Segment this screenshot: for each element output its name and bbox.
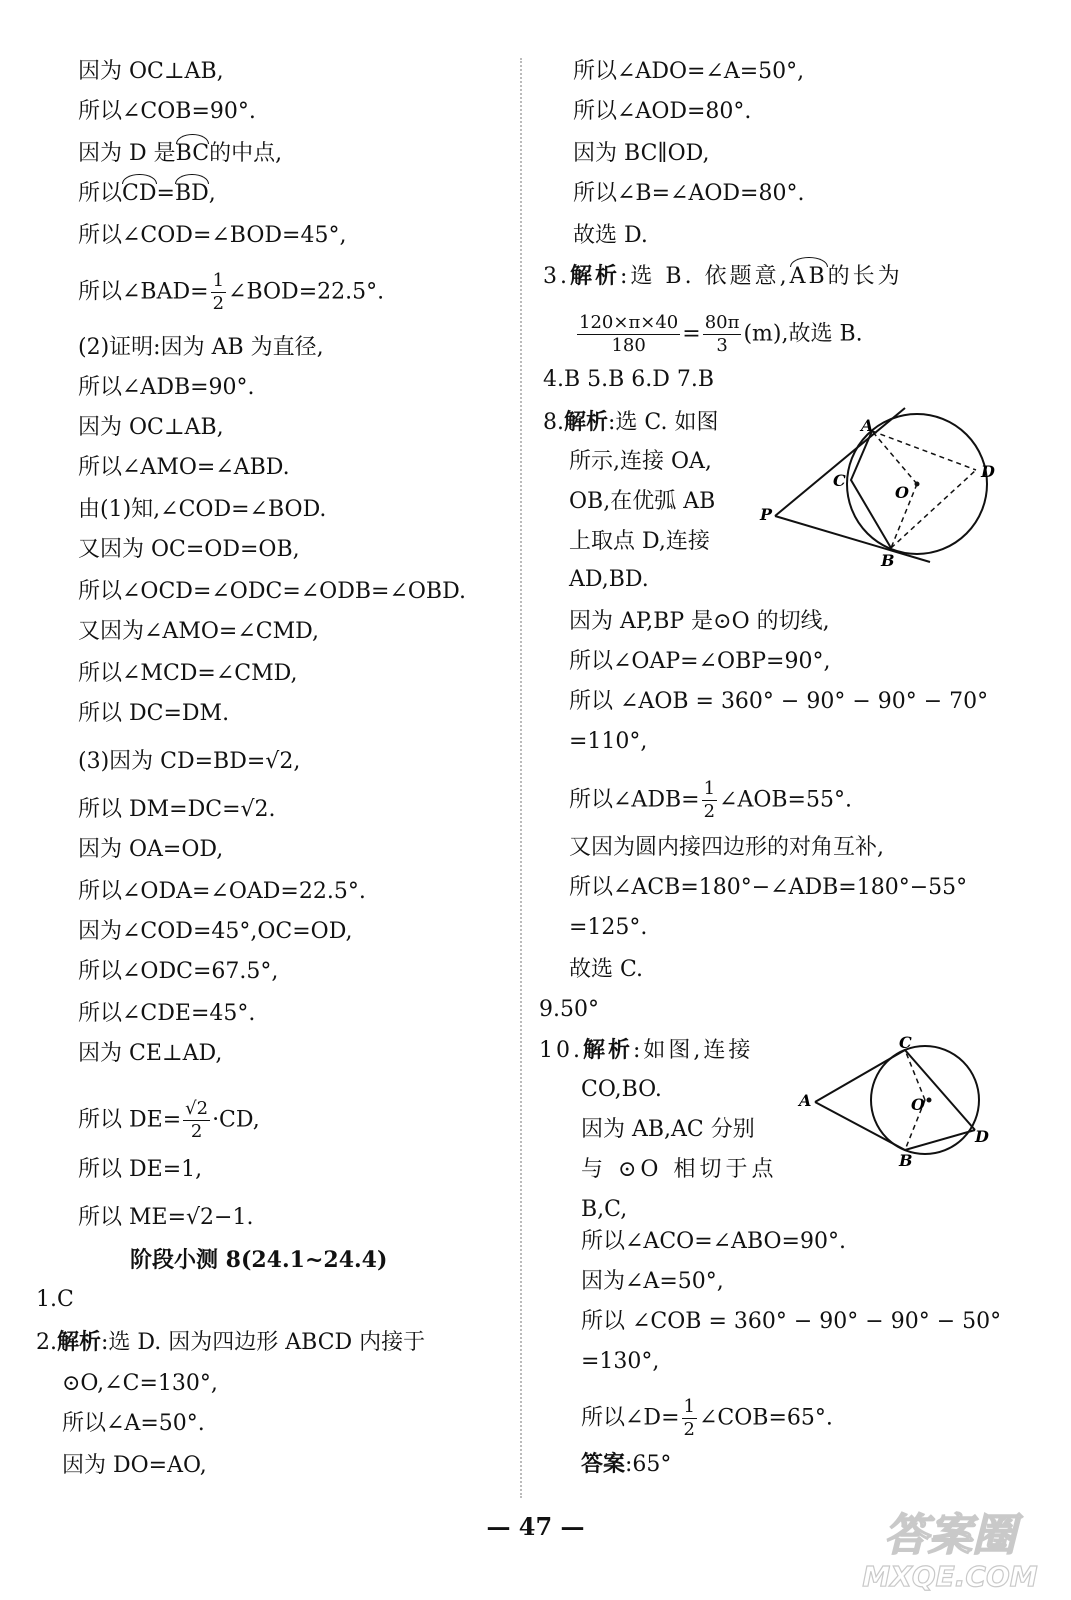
center-dot: [927, 1098, 932, 1103]
text-line: 9.50°: [539, 997, 599, 1022]
text-line: 与 ⊙O 相切于点: [581, 1157, 778, 1182]
figure-8-diagram: [755, 400, 1005, 580]
label-b: B: [881, 551, 895, 570]
tangent-pb: [775, 516, 930, 562]
arc-symbol: BD: [174, 181, 209, 206]
text-line: 所以 DE=1,: [78, 1157, 203, 1182]
text-line: 所以∠ADB=90°.: [78, 375, 255, 400]
text-line: 所以 DE= $\frac{√2}{2}$ ·CD,: [78, 1098, 260, 1142]
text-line: 所以∠COD=∠BOD=45°,: [78, 223, 347, 248]
text-line: 又因为圆内接四边形的对角互补,: [569, 835, 884, 860]
watermark-bottom-text: MXQE.COM: [862, 1560, 1038, 1593]
text-line: 因为∠A=50°,: [581, 1269, 724, 1294]
text-line: =130°,: [581, 1349, 660, 1374]
text-line: 所以 ∠COB = 360° − 90° − 90° − 50°: [581, 1309, 1002, 1334]
text-line: 因为 DO=AO,: [62, 1453, 207, 1478]
label-p: P: [760, 505, 773, 524]
text-line: AD,BD.: [569, 567, 649, 592]
text-line: 故选 C.: [569, 957, 644, 982]
text-line: 又因为 OC=OD=OB,: [78, 537, 300, 562]
arc-symbol: AB: [789, 264, 828, 289]
fraction: $\frac{1}{2}$: [212, 270, 225, 314]
text-line: 所以∠ODA=∠OAD=22.5°.: [78, 879, 366, 904]
chord-bd: [905, 1130, 975, 1150]
radius-oc: [905, 1050, 925, 1100]
label-d: D: [975, 1127, 989, 1146]
page-number: — 47 —: [486, 1512, 585, 1541]
text-line: 因为 D 是BC的中点,: [78, 141, 283, 166]
text-line: 所以∠ACO=∠ABO=90°.: [581, 1229, 846, 1254]
fraction: $\frac{120\times\pi\times 40}{180}$: [579, 312, 679, 356]
radius-oa: [872, 431, 917, 484]
text-line: 10.解析:如图,连接: [539, 1037, 754, 1063]
text-line: =110°,: [569, 729, 648, 754]
label-o: O: [895, 483, 909, 502]
text-line: 所以∠ODC=67.5°,: [78, 959, 279, 984]
text-line: 所以CD=BD,: [78, 181, 216, 206]
label-o: O: [911, 1095, 925, 1114]
text-line: =125°.: [569, 915, 648, 940]
fraction: $\frac{1}{2}$: [703, 778, 716, 822]
center-dot: [915, 482, 920, 487]
text-line: 由(1)知,∠COD=∠BOD.: [78, 497, 327, 522]
text-line: ⊙O,∠C=130°,: [62, 1371, 218, 1396]
text-line: 所以 DC=DM.: [78, 701, 230, 726]
section-heading: 阶段小测 8(24.1~24.4): [130, 1247, 388, 1273]
arc-symbol: CD: [122, 181, 157, 206]
text-line: 2.解析:选 D. 因为四边形 ABCD 内接于: [36, 1329, 426, 1355]
text-line: 所以∠ACB=180°−∠ADB=180°−55°: [569, 875, 968, 900]
text-line: 因为 OA=OD,: [78, 837, 224, 862]
text-line: B,C,: [581, 1197, 628, 1222]
text-line: 故选 D.: [573, 223, 648, 248]
text-line: 因为 BC∥OD,: [573, 141, 710, 166]
label-a: A: [861, 416, 874, 435]
text-line: OB,在优弧 AB: [569, 489, 716, 514]
tangent-pa: [775, 408, 905, 516]
text-line: 因为 AP,BP 是⊙O 的切线,: [569, 609, 830, 634]
label-b: B: [899, 1151, 913, 1170]
text-line: 所以∠AMO=∠ABD.: [78, 455, 290, 480]
text-line: 所以∠D= $\frac{1}{2}$ ∠COB=65°.: [581, 1396, 833, 1440]
label-d: D: [981, 462, 995, 481]
arc-symbol: BC: [175, 141, 210, 166]
text-line: 所以∠MCD=∠CMD,: [78, 661, 298, 686]
label-c: C: [899, 1033, 912, 1052]
text-line: 3.解析:选 B. 依题意,AB的长为: [543, 263, 903, 289]
text-line: 又因为∠AMO=∠CMD,: [78, 619, 319, 644]
text-line: 所以 ME=√2−1.: [78, 1205, 254, 1230]
text-line: 因为 AB,AC 分别: [581, 1117, 755, 1142]
text-line: $\frac{120\times\pi\times 40}{180}$ = $\frac{80\pi}{3}$ (m),故选 B.: [579, 312, 863, 356]
label-a: A: [799, 1091, 812, 1110]
text-line: 所以∠OAP=∠OBP=90°,: [569, 649, 831, 674]
tangent-ab: [815, 1102, 905, 1150]
text-line: 所以∠ADO=∠A=50°,: [573, 59, 805, 84]
text-line: 因为 OC⊥AB,: [78, 415, 224, 440]
text-line: 因为 OC⊥AB,: [78, 59, 224, 84]
text-line: 8.解析:选 C. 如图: [543, 409, 719, 435]
text-line: 所以∠AOD=80°.: [573, 99, 752, 124]
text-line: 上取点 D,连接: [569, 529, 710, 554]
watermark-logo: [845, 1504, 1055, 1594]
text-line: 所以∠CDE=45°.: [78, 1001, 256, 1026]
text-line: 所示,连接 OA,: [569, 449, 712, 474]
label-c: C: [833, 471, 846, 490]
text-line: 所以 ∠AOB = 360° − 90° − 90° − 70°: [569, 689, 989, 714]
text-line: 所以∠BAD= $\frac{1}{2}$ ∠BOD=22.5°.: [78, 270, 385, 314]
tangent-ac: [815, 1050, 905, 1102]
text-line: 所以∠OCD=∠ODC=∠ODB=∠OBD.: [78, 579, 466, 604]
text-line: 所以∠B=∠AOD=80°.: [573, 181, 805, 206]
text-line: 因为∠COD=45°,OC=OD,: [78, 919, 353, 944]
text-line: 4.B 5.B 6.D 7.B: [543, 367, 715, 392]
chord-ad: [872, 431, 976, 470]
text-line: (2)证明:因为 AB 为直径,: [78, 335, 324, 360]
figure-10-diagram: [795, 1030, 995, 1170]
watermark-top-text: 答案圈: [884, 1510, 1016, 1561]
text-line: 所以∠ADB= $\frac{1}{2}$ ∠AOB=55°.: [569, 778, 852, 822]
text-line: 所以 DM=DC=√2.: [78, 797, 276, 822]
fraction: $\frac{√2}{2}$: [185, 1098, 209, 1142]
text-line: CO,BO.: [581, 1077, 662, 1102]
text-line: (3)因为 CD=BD=√2,: [78, 749, 301, 774]
fraction: $\frac{80\pi}{3}$: [704, 312, 740, 356]
column-divider: [520, 58, 522, 1498]
fraction: $\frac{1}{2}$: [683, 1396, 695, 1440]
text-line: 答案:65°: [581, 1451, 672, 1477]
text-line: 所以∠COB=90°.: [78, 99, 256, 124]
text-line: 因为 CE⊥AD,: [78, 1041, 223, 1066]
text-line: 所以∠A=50°.: [62, 1411, 205, 1436]
text-line: 1.C: [36, 1287, 74, 1312]
